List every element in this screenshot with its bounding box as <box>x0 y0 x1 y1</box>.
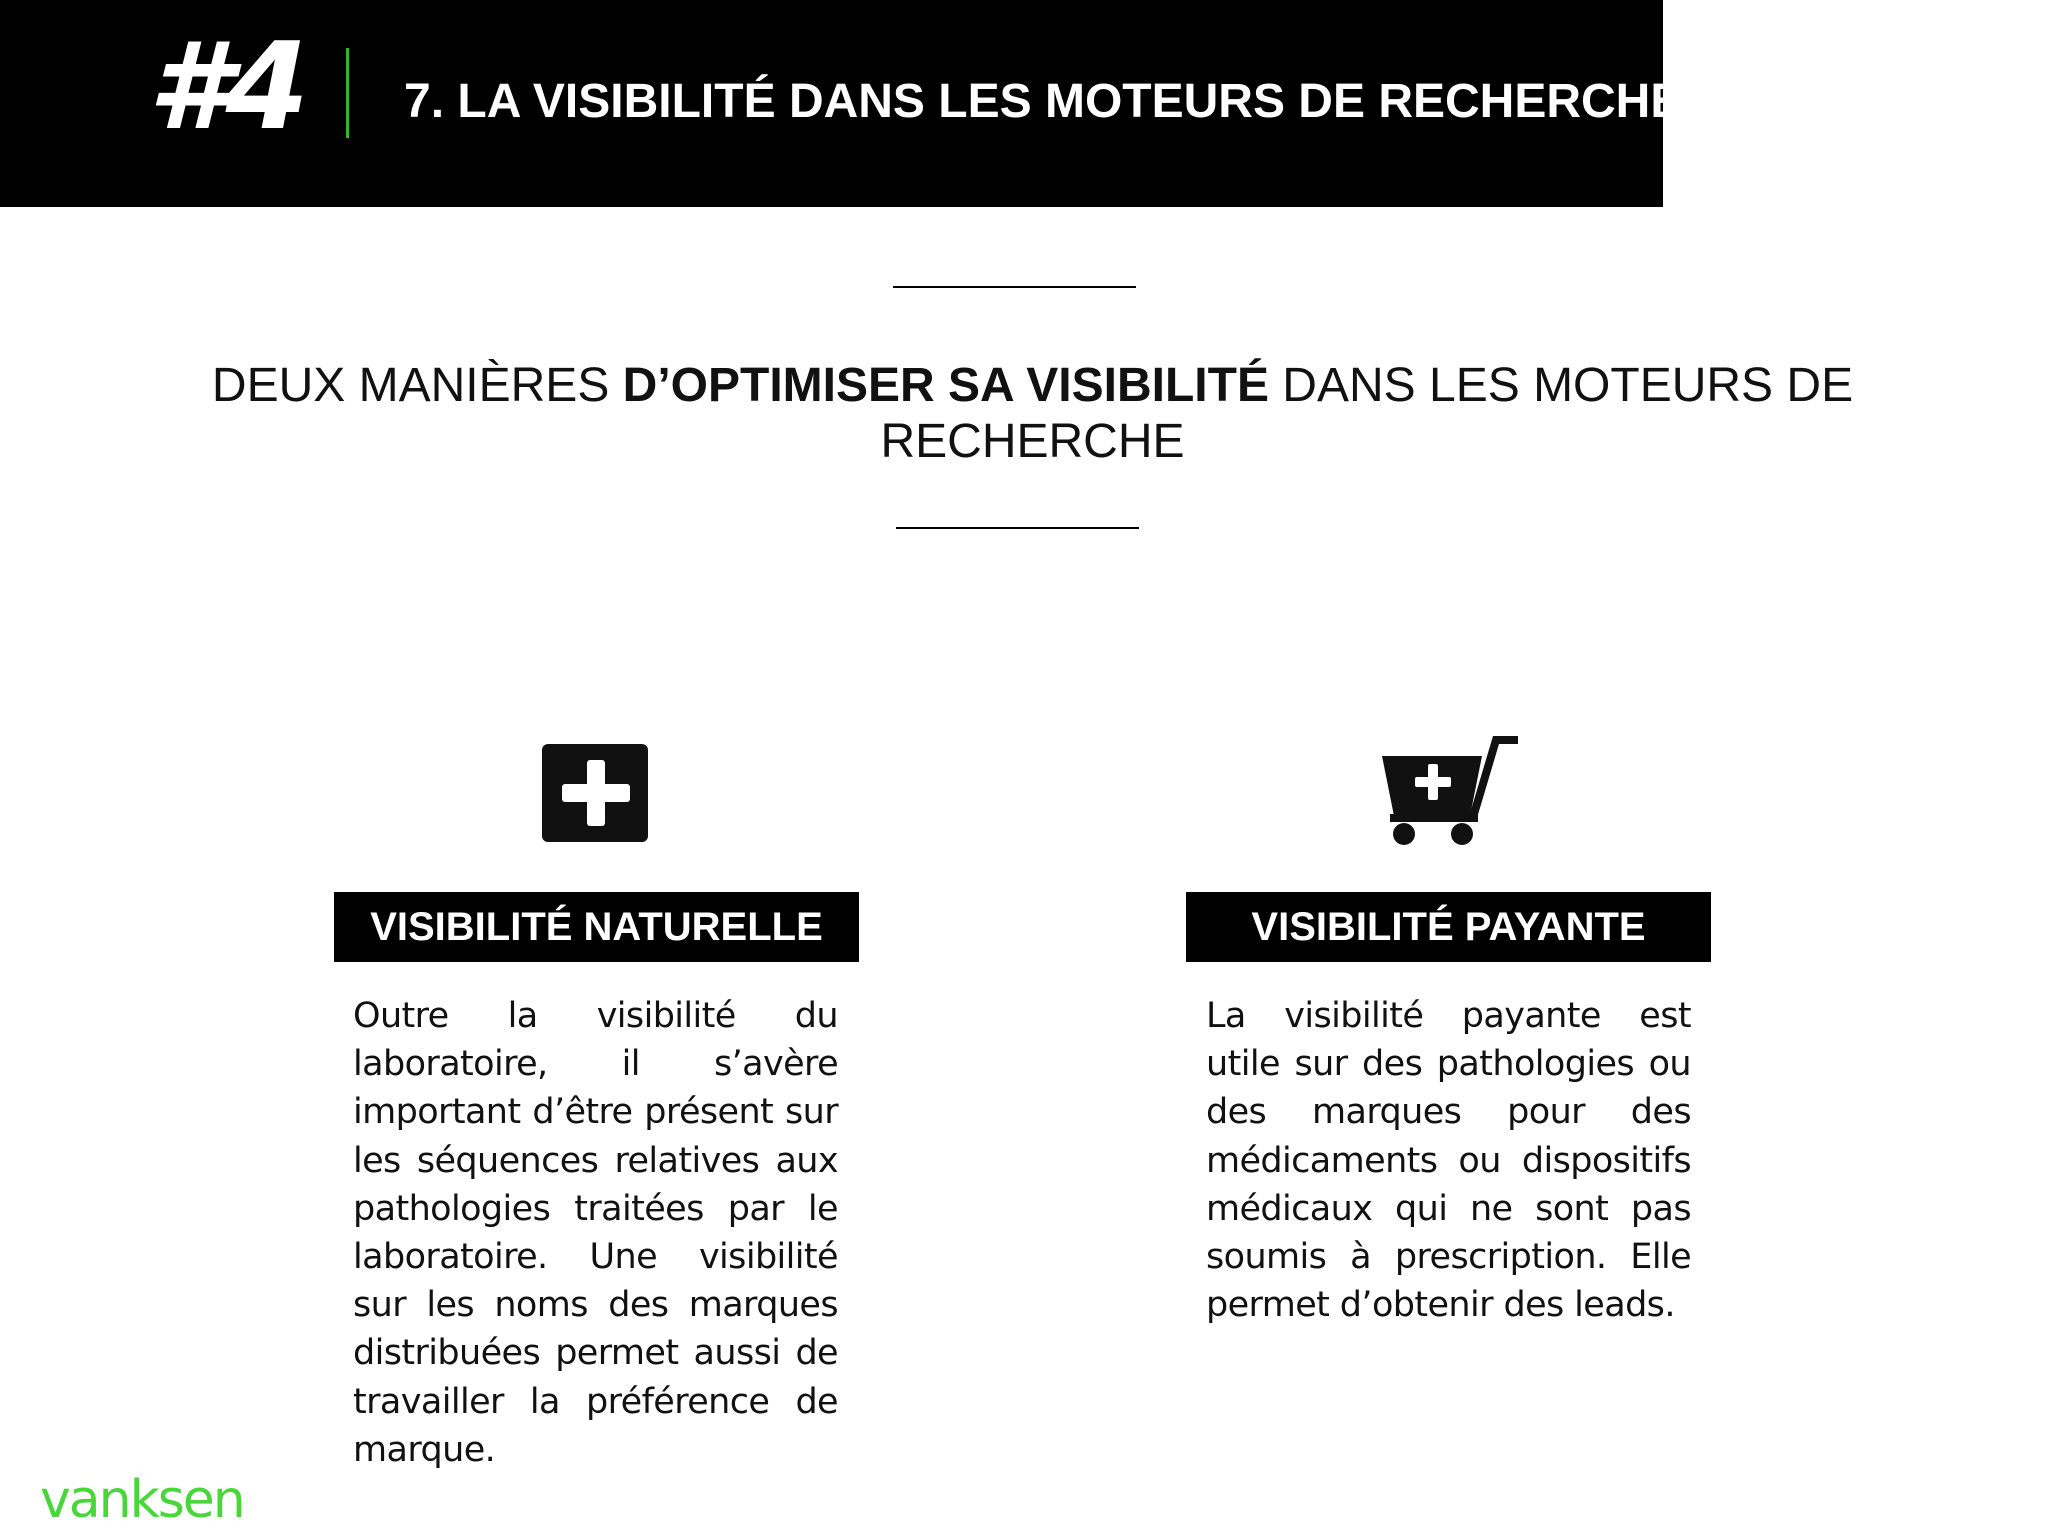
label-visibilite-payante: VISIBILITÉ PAYANTE <box>1186 892 1711 962</box>
text-visibilite-naturelle: Outre la visibilité du laboratoire, il s’avère important d’être présent sur les séquences relatives aux pathologies traitées par le laboratoire. Une visibilité sur les noms des marques distribuées permet aussi de travailler la préférence de marque. <box>353 996 838 1470</box>
text-visibilite-payante: La visibilité payante est utile sur des pathologies ou des marques pour des médicaments ou dispositifs médicaux qui ne sont pas soumis à prescription. Elle permet d’obtenir des leads. <box>1206 996 1691 1326</box>
bottom-rule <box>896 527 1139 529</box>
intro-heading-part3: DANS LES MOTEURS DE RECHERCHE <box>880 359 1854 468</box>
logo-text: vanksen <box>40 1470 244 1530</box>
header-divider <box>346 48 349 138</box>
intro-heading-bold: D’OPTIMISER SA VISIBILITÉ <box>622 359 1269 412</box>
intro-heading <box>200 358 1865 470</box>
medical-cart-icon <box>1378 730 1518 850</box>
label-visibilite-naturelle: VISIBILITÉ NATURELLE <box>334 892 859 962</box>
top-rule <box>893 286 1136 288</box>
medical-cross-icon <box>526 730 666 850</box>
page-title: 7. LA VISIBILITÉ DANS LES MOTEURS DE RECHERCHE <box>404 75 1683 128</box>
intro-heading-part1: DEUX MANIÈRES <box>211 359 623 412</box>
vanksen-logo <box>40 1470 270 1530</box>
section-number: #4 <box>148 18 303 157</box>
header-bar <box>0 0 1683 207</box>
